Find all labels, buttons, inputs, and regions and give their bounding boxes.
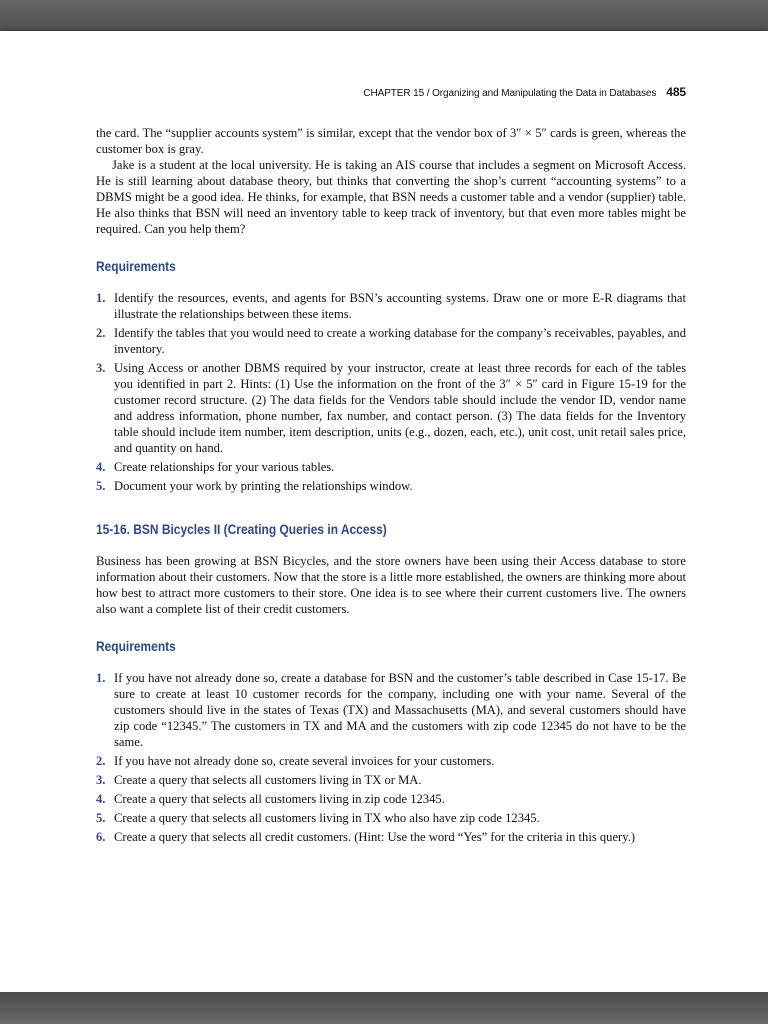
item-text: Create a query that selects all customers living in zip code 12345. <box>114 792 445 806</box>
viewer-top-bar <box>0 0 768 31</box>
item-number: 3. <box>96 361 106 375</box>
requirements-list-1 <box>96 290 686 494</box>
item-number: 2. <box>96 326 106 340</box>
item-number: 3. <box>96 773 106 787</box>
list-item <box>96 478 686 494</box>
list-item <box>96 772 686 788</box>
item-number: 5. <box>96 811 106 825</box>
list-item <box>96 791 686 807</box>
list-item <box>96 670 686 750</box>
item-number: 4. <box>96 792 106 806</box>
viewer-bottom-bar <box>0 992 768 1024</box>
list-item <box>96 459 686 475</box>
list-item <box>96 829 686 845</box>
item-number: 5. <box>96 479 106 493</box>
requirements-heading-2: Requirements <box>96 639 176 654</box>
item-text: Identify the tables that you would need to create a working database for the company’s receivables, payables, and inventory. <box>114 326 686 356</box>
item-text: Using Access or another DBMS required by your instructor, create at least three records for each of the tables you identified in part 2. Hints: (1) Use the information on the front of the 3″ × 5″ card in Figure 15-19 for the customer record structure. (2) The data fields for the Vendors table should include the vendor ID, vendor name and address information, phone number, fax number, and contact person. (3) The data fields for the Inventory table should include item number, item description, units (e.g., dozen, each, etc.), unit cost, unit retail sales price, and quantity on hand. <box>114 361 686 455</box>
item-number: 6. <box>96 830 106 844</box>
case-body: Business has been growing at BSN Bicycles, and the store owners have been using their Access database to store information about their customers. Now that the store is a little more established, the owners are thinking more about how best to attract more customers to their store. One idea is to see where their current customers live. The owners also want a complete list of their credit customers. <box>96 554 686 616</box>
item-text: Document your work by printing the relationships window. <box>114 479 413 493</box>
intro-paragraph-2: Jake is a student at the local university. He is taking an AIS course that includes a segment on Microsoft Access. He is still learning about database theory, but thinks that converting the shop’s current “accounting systems” to a DBMS might be a good idea. He thinks, for example, that BSN needs a customer table and a vendor (supplier) table. He also thinks that BSN will need an inventory table to keep track of inventory, but that even more tables might be required. Can you help them? <box>96 158 686 236</box>
item-number: 2. <box>96 754 106 768</box>
item-number: 4. <box>96 460 106 474</box>
page-number: 485 <box>666 85 686 99</box>
list-item <box>96 325 686 357</box>
item-number: 1. <box>96 671 106 685</box>
list-item <box>96 360 686 456</box>
case-title: 15-16. BSN Bicycles II (Creating Queries in Access) <box>96 522 387 537</box>
item-text: If you have not already done so, create a database for BSN and the customer’s table described in Case 15-17. Be sure to create at least 10 customer records for the company, including one with your name. Several of the customers should live in the states of Texas (TX) and Massachusetts (MA), and several customers should have zip code “12345.” The customers in TX and MA and the customers with zip code 12345 do not have to be the same. <box>114 671 686 749</box>
item-number: 1. <box>96 291 106 305</box>
page-content <box>96 125 686 848</box>
running-header <box>96 85 686 99</box>
list-item <box>96 290 686 322</box>
requirements-list-2 <box>96 670 686 845</box>
requirements-heading-1: Requirements <box>96 259 176 274</box>
intro-paragraph-1: the card. The “supplier accounts system” is similar, except that the vendor box of 3″ × 5″ cards is green, whereas the customer box is gray. <box>96 126 686 156</box>
item-text: Create a query that selects all customers living in TX who also have zip code 12345. <box>114 811 540 825</box>
list-item <box>96 810 686 826</box>
item-text: Create a query that selects all credit customers. (Hint: Use the word “Yes” for the criteria in this query.) <box>114 830 636 844</box>
book-page <box>0 31 768 992</box>
item-text: If you have not already done so, create several invoices for your customers. <box>114 754 495 768</box>
chapter-title: CHAPTER 15 / Organizing and Manipulating the Data in Databases <box>363 88 657 99</box>
item-text: Create a query that selects all customers living in TX or MA. <box>114 773 422 787</box>
item-text: Create relationships for your various tables. <box>114 460 335 474</box>
list-item <box>96 753 686 769</box>
item-text: Identify the resources, events, and agents for BSN’s accounting systems. Draw one or more E-R diagrams that illustrate the relationships between these items. <box>114 291 686 321</box>
